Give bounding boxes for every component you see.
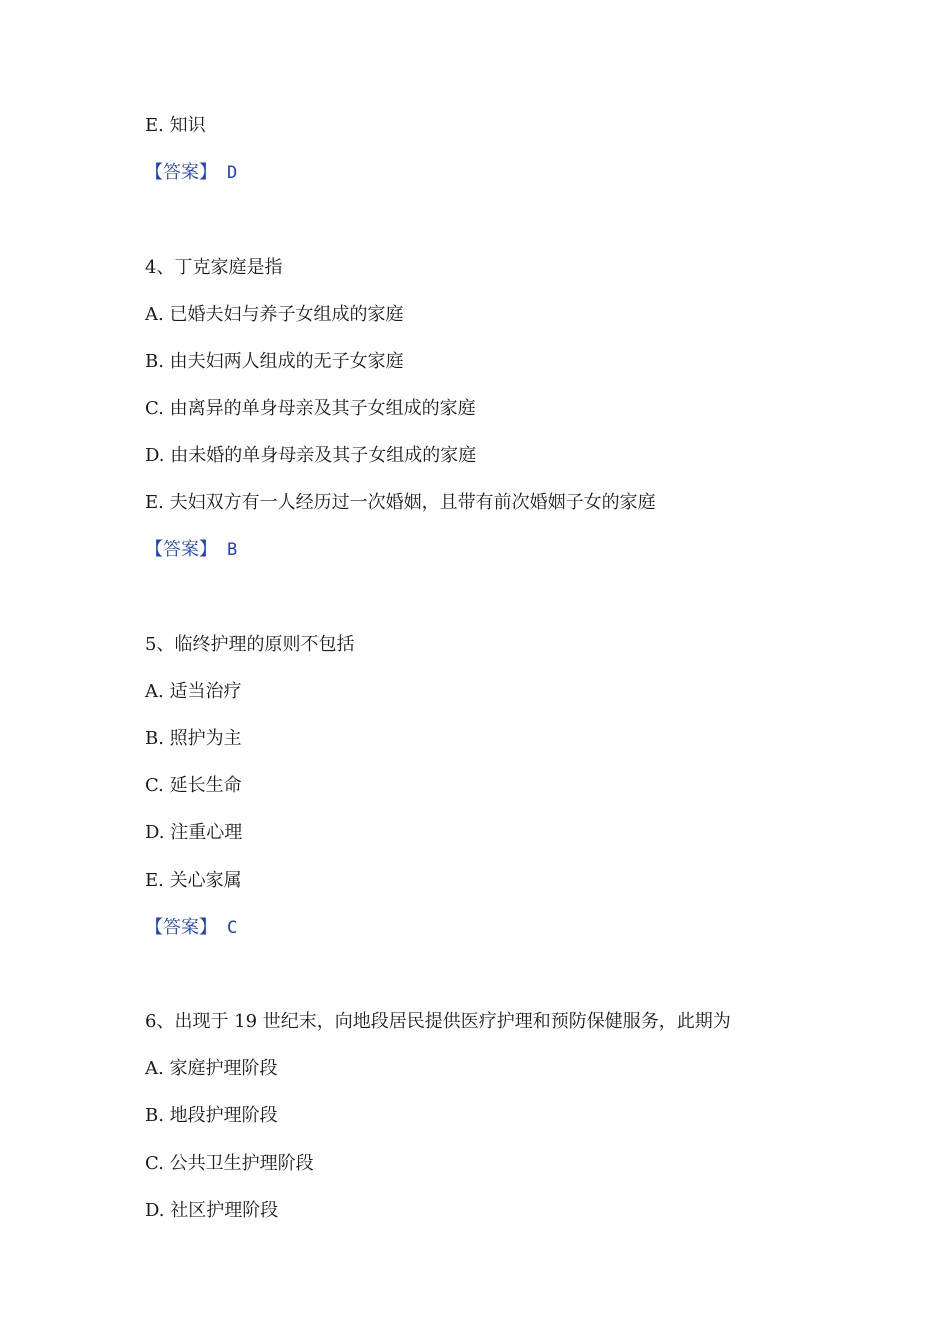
q5-stem: 5、临终护理的原则不包括	[145, 634, 355, 655]
q4-option-b: B. 由夫妇两人组成的无子女家庭	[145, 351, 404, 372]
q4-answer	[145, 538, 237, 562]
q6-option-a: A. 家庭护理阶段	[145, 1058, 278, 1079]
q5-option-c: C. 延长生命	[145, 775, 242, 796]
q6-option-b: B. 地段护理阶段	[145, 1105, 278, 1126]
answer-value: B	[227, 540, 238, 560]
q4-stem: 4、丁克家庭是指	[145, 257, 283, 278]
q4-option-e: E. 夫妇双方有一人经历过一次婚姻，且带有前次婚姻子女的家庭	[145, 492, 656, 513]
q5-option-b: B. 照护为主	[145, 728, 242, 749]
q4-option-c: C. 由离异的单身母亲及其子女组成的家庭	[145, 398, 476, 419]
q6-option-c: C. 公共卫生护理阶段	[145, 1153, 314, 1174]
q5-option-d: D. 注重心理	[145, 822, 243, 843]
answer-tag: 【答案】	[145, 539, 217, 560]
q5-answer	[145, 916, 237, 940]
q6-stem: 6、出现于 19 世纪末，向地段居民提供医疗护理和预防保健服务，此期为	[145, 1011, 731, 1032]
q5-option-a: A. 适当治疗	[145, 681, 242, 702]
q6-option-d: D. 社区护理阶段	[145, 1200, 279, 1221]
q5-option-e: E. 关心家属	[145, 870, 242, 891]
q4-option-a: A. 已婚夫妇与养子女组成的家庭	[145, 304, 404, 325]
answer-value: D	[227, 163, 238, 183]
answer-value: C	[227, 918, 238, 938]
q3-option-e: E. 知识	[145, 115, 206, 136]
answer-tag: 【答案】	[145, 162, 217, 183]
answer-tag: 【答案】	[145, 917, 217, 938]
q3-answer	[145, 161, 237, 185]
q4-option-d: D. 由未婚的单身母亲及其子女组成的家庭	[145, 445, 477, 466]
